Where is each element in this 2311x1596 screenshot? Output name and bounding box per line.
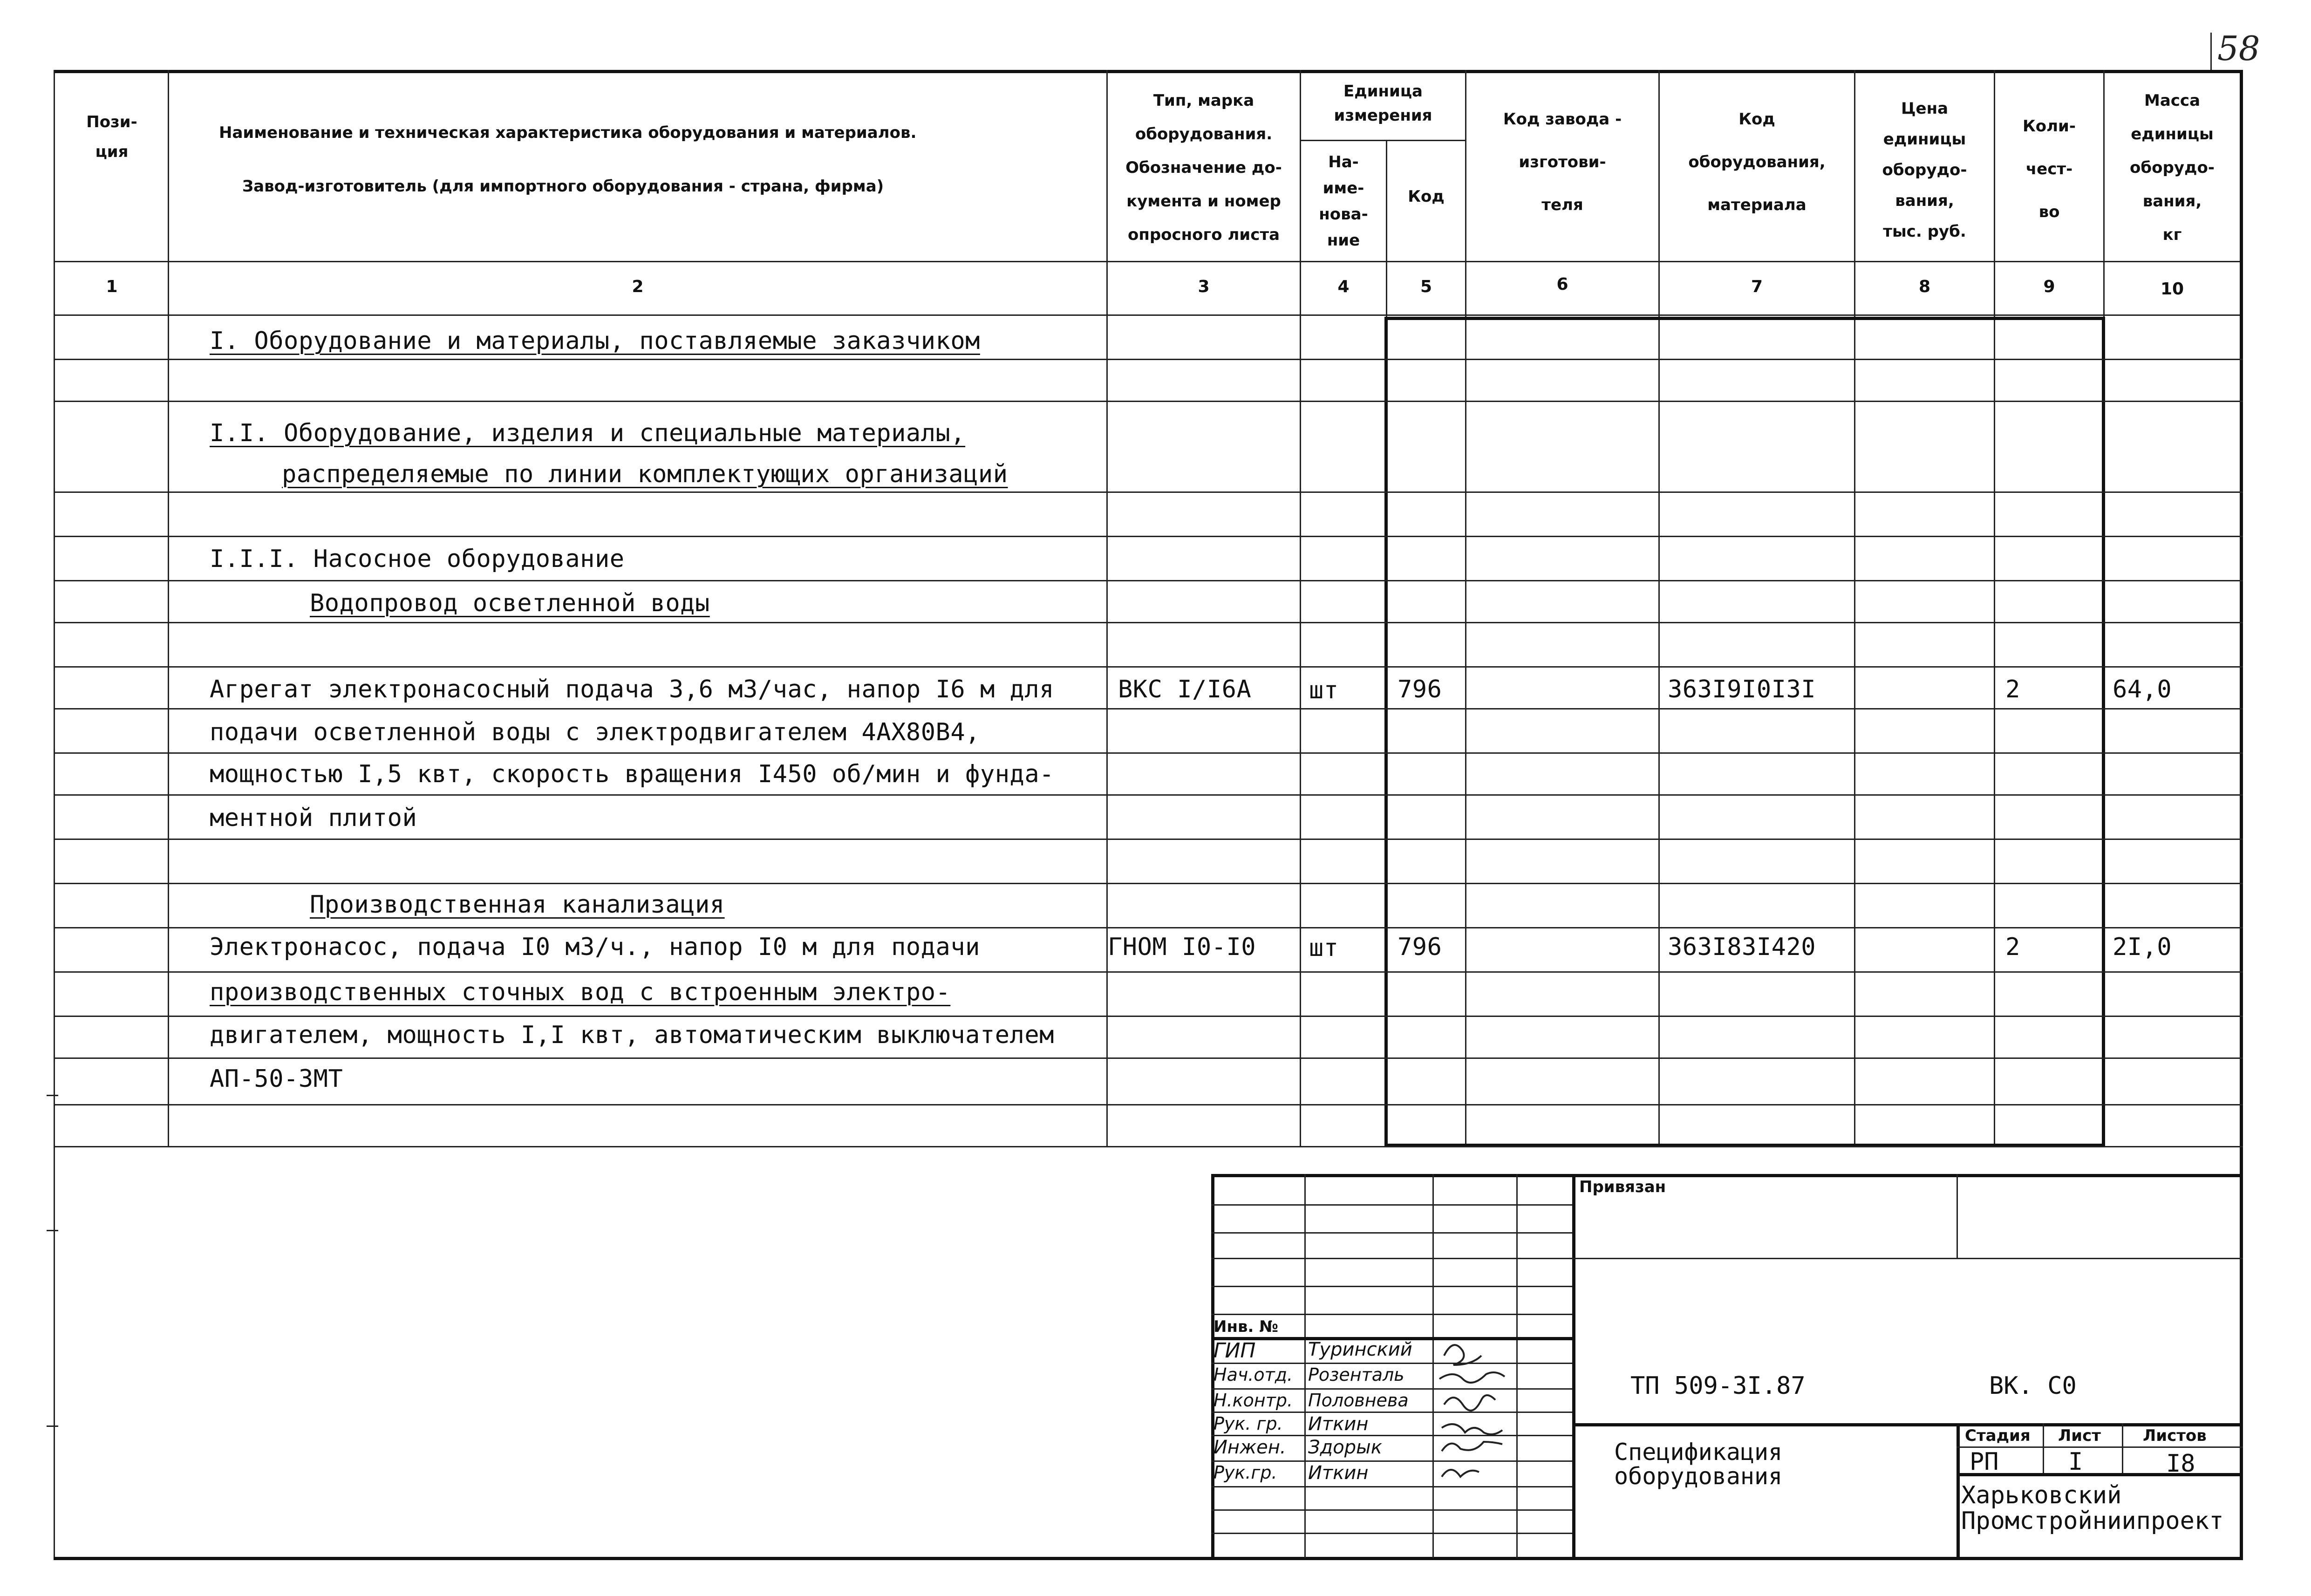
item-description-line: подачи осветленной воды с электродвигателем 4АХ80В4, — [210, 718, 980, 746]
header-unit-name: На- име- нова- ние — [1319, 153, 1368, 250]
item-unit: шт — [1309, 676, 1339, 704]
row-line — [54, 1016, 2243, 1017]
role-label: Нач.отд. — [1213, 1364, 1293, 1385]
column-number: 10 — [2160, 280, 2184, 299]
column-number: 5 — [1420, 277, 1432, 296]
tb-divider — [2043, 1423, 2044, 1474]
subgroup-title: Производственная канализация — [310, 891, 725, 919]
bold-box-left — [1384, 317, 1388, 1146]
bold-box-top — [1384, 317, 2105, 320]
item-description-line: ментной плитой — [210, 804, 417, 832]
tb-divider-bold — [1957, 1423, 1960, 1558]
tb-row-bold — [1957, 1473, 2243, 1476]
row-line — [54, 491, 2243, 493]
header-price: Цена единицы оборудо- вания, тыс. руб. — [1882, 99, 1967, 241]
document-title-line2: оборудования — [1614, 1463, 1783, 1490]
numbers-bottom-line — [54, 314, 2243, 316]
margin-tick — [47, 1425, 58, 1427]
tb-divider-bold — [1572, 1174, 1575, 1558]
row-line — [54, 580, 2243, 581]
row-line — [54, 927, 2243, 928]
column-number: 2 — [632, 277, 644, 296]
header-position: Пози- ция — [86, 113, 137, 161]
sheet-number-divider — [2210, 33, 2212, 70]
row-line — [54, 1057, 2243, 1059]
table-top-border — [54, 70, 2243, 73]
item-unit-code: 796 — [1398, 933, 1442, 961]
bold-box-right — [2102, 317, 2105, 1146]
item-description-line: Агрегат электронасосный подача 3,6 м3/час, напор I6 м для — [210, 675, 1054, 703]
tb-row — [1572, 1258, 2243, 1259]
person-name: Половнева — [1308, 1390, 1409, 1411]
header-quantity: Коли- чест- во — [2023, 117, 2076, 221]
row-line — [54, 971, 2243, 973]
item-unit-code: 796 — [1398, 675, 1442, 703]
tb-divider — [1304, 1174, 1306, 1558]
subsection-title-cont: распределяемые по линии комплектующих организаций — [282, 460, 1008, 488]
column-number: 6 — [1556, 275, 1568, 294]
tb-divider — [1432, 1174, 1434, 1558]
tb-row — [1211, 1314, 1572, 1315]
header-unit-group: Единица измерения — [1334, 82, 1432, 125]
role-label: ГИП — [1213, 1339, 1256, 1363]
tb-divider — [2122, 1423, 2123, 1474]
row-line — [54, 359, 2243, 360]
person-name: Иткин — [1308, 1462, 1369, 1484]
tb-row — [1211, 1509, 1572, 1511]
subgroup-title: Водопровод осветленной воды — [310, 589, 710, 617]
row-line — [54, 794, 2243, 796]
sheet-number: 58 — [2217, 29, 2260, 68]
document-title-line1: Спецификация — [1614, 1439, 1783, 1466]
column-number: 3 — [1198, 277, 1210, 296]
column-number: 4 — [1337, 277, 1350, 296]
unit-group-line — [1300, 140, 1465, 141]
header-mass: Масса единицы оборудо- вания, кг — [2130, 91, 2215, 244]
row-line — [54, 1104, 2243, 1105]
stage-label: Стадия — [1965, 1426, 2031, 1445]
sheet-label: Лист — [2058, 1426, 2101, 1445]
margin-tick — [47, 1230, 58, 1231]
item-description-line: производственных сточных вод с встроенным электро- — [210, 978, 951, 1006]
column-number: 1 — [106, 277, 118, 296]
column-number: 7 — [1751, 277, 1763, 296]
item-mass: 2I,0 — [2113, 933, 2172, 961]
row-line — [54, 1146, 2243, 1147]
table-left-border — [54, 70, 55, 1558]
tb-row — [1211, 1232, 1572, 1234]
row-line — [54, 708, 2243, 709]
column-number: 8 — [1918, 277, 1931, 296]
privyazan-label: Привязан — [1579, 1178, 1666, 1196]
stage-value: РП — [1970, 1448, 1999, 1476]
organization-line1: Харьковский — [1961, 1481, 2122, 1509]
tb-row — [1211, 1258, 1572, 1259]
item-type: ГНОМ I0-I0 — [1108, 933, 1256, 961]
item-quantity: 2 — [2005, 675, 2020, 703]
item-mass: 64,0 — [2113, 675, 2172, 703]
document-mark: ВК. С0 — [1989, 1372, 2077, 1400]
role-label: Н.контр. — [1213, 1390, 1293, 1411]
margin-tick — [47, 1095, 58, 1096]
item-equipment-code: 363I83I420 — [1668, 933, 1816, 961]
tb-divider — [1957, 1174, 1958, 1258]
item-description-line: Электронасос, подача I0 м3/ч., напор I0 м для подачи — [210, 933, 980, 961]
header-name-line2: Завод-изготовитель (для импортного оборудования - страна, фирма) — [242, 177, 884, 196]
person-name: Иткин — [1308, 1413, 1369, 1435]
header-bottom-line — [54, 261, 2243, 262]
section-title: I. Оборудование и материалы, поставляемые заказчиком — [210, 327, 980, 355]
person-name: Туринский — [1308, 1339, 1412, 1360]
group-title: I.I.I. Насосное оборудование — [210, 545, 625, 573]
tb-row — [1211, 1533, 1572, 1534]
header-type: Тип, марка оборудования. Обозначение до- кумента и номер опросного листа — [1125, 91, 1282, 244]
frame-bottom-border — [54, 1557, 2243, 1560]
row-line — [54, 666, 2243, 668]
organization-line2: Промстройниипроект — [1961, 1507, 2224, 1535]
item-description-line: мощностью I,5 квт, скорость вращения I450 об/мин и фунда- — [210, 760, 1054, 788]
col-divider-5 — [1465, 70, 1466, 1146]
item-equipment-code: 363I9I0I3I — [1668, 675, 1816, 703]
document-code: ТП 509-3I.87 — [1630, 1372, 1806, 1400]
row-line — [54, 401, 2243, 402]
tb-row — [1211, 1204, 1572, 1206]
sheets-value: I8 — [2166, 1450, 2195, 1478]
header-unit-code: Код — [1408, 187, 1445, 206]
tb-row — [1957, 1446, 2243, 1448]
sheets-label: Листов — [2143, 1426, 2207, 1445]
header-name-line1: Наименование и техническая характеристика оборудования и материалов. — [219, 123, 917, 142]
table-right-border — [2240, 70, 2243, 1558]
header-equipment-code: Код оборудования, материала — [1688, 110, 1826, 214]
row-line — [54, 622, 2243, 623]
row-line — [54, 839, 2243, 840]
col-divider-1 — [168, 70, 169, 1146]
role-label: Инжен. — [1213, 1437, 1286, 1458]
row-line — [54, 883, 2243, 884]
role-label: Рук. гр. — [1213, 1413, 1283, 1434]
person-name: Розенталь — [1308, 1364, 1404, 1385]
header-factory-code: Код завода - изготови- теля — [1503, 110, 1622, 214]
row-line — [54, 536, 2243, 537]
signatures — [1435, 1323, 1537, 1500]
column-number: 9 — [2043, 277, 2055, 296]
item-description-line: двигателем, мощность I,I квт, автоматическим выключателем — [210, 1021, 1054, 1049]
sheet-value: I — [2068, 1448, 2083, 1476]
col-divider-6 — [1658, 70, 1660, 1146]
tb-row-bold — [1572, 1423, 2243, 1426]
inv-no-label: Инв. № — [1213, 1317, 1279, 1336]
item-description-line: АП-50-3МТ — [210, 1065, 343, 1093]
role-label: Рук.гр. — [1213, 1462, 1277, 1483]
item-type: ВКС I/I6А — [1118, 675, 1252, 703]
person-name: Здорык — [1308, 1437, 1382, 1458]
subsection-title: I.I. Оборудование, изделия и специальные материалы, — [210, 419, 966, 447]
title-block-top-border — [1211, 1174, 2243, 1177]
row-line — [54, 752, 2243, 754]
item-unit: шт — [1309, 934, 1339, 962]
item-quantity: 2 — [2005, 933, 2020, 961]
tb-row — [1211, 1286, 1572, 1287]
